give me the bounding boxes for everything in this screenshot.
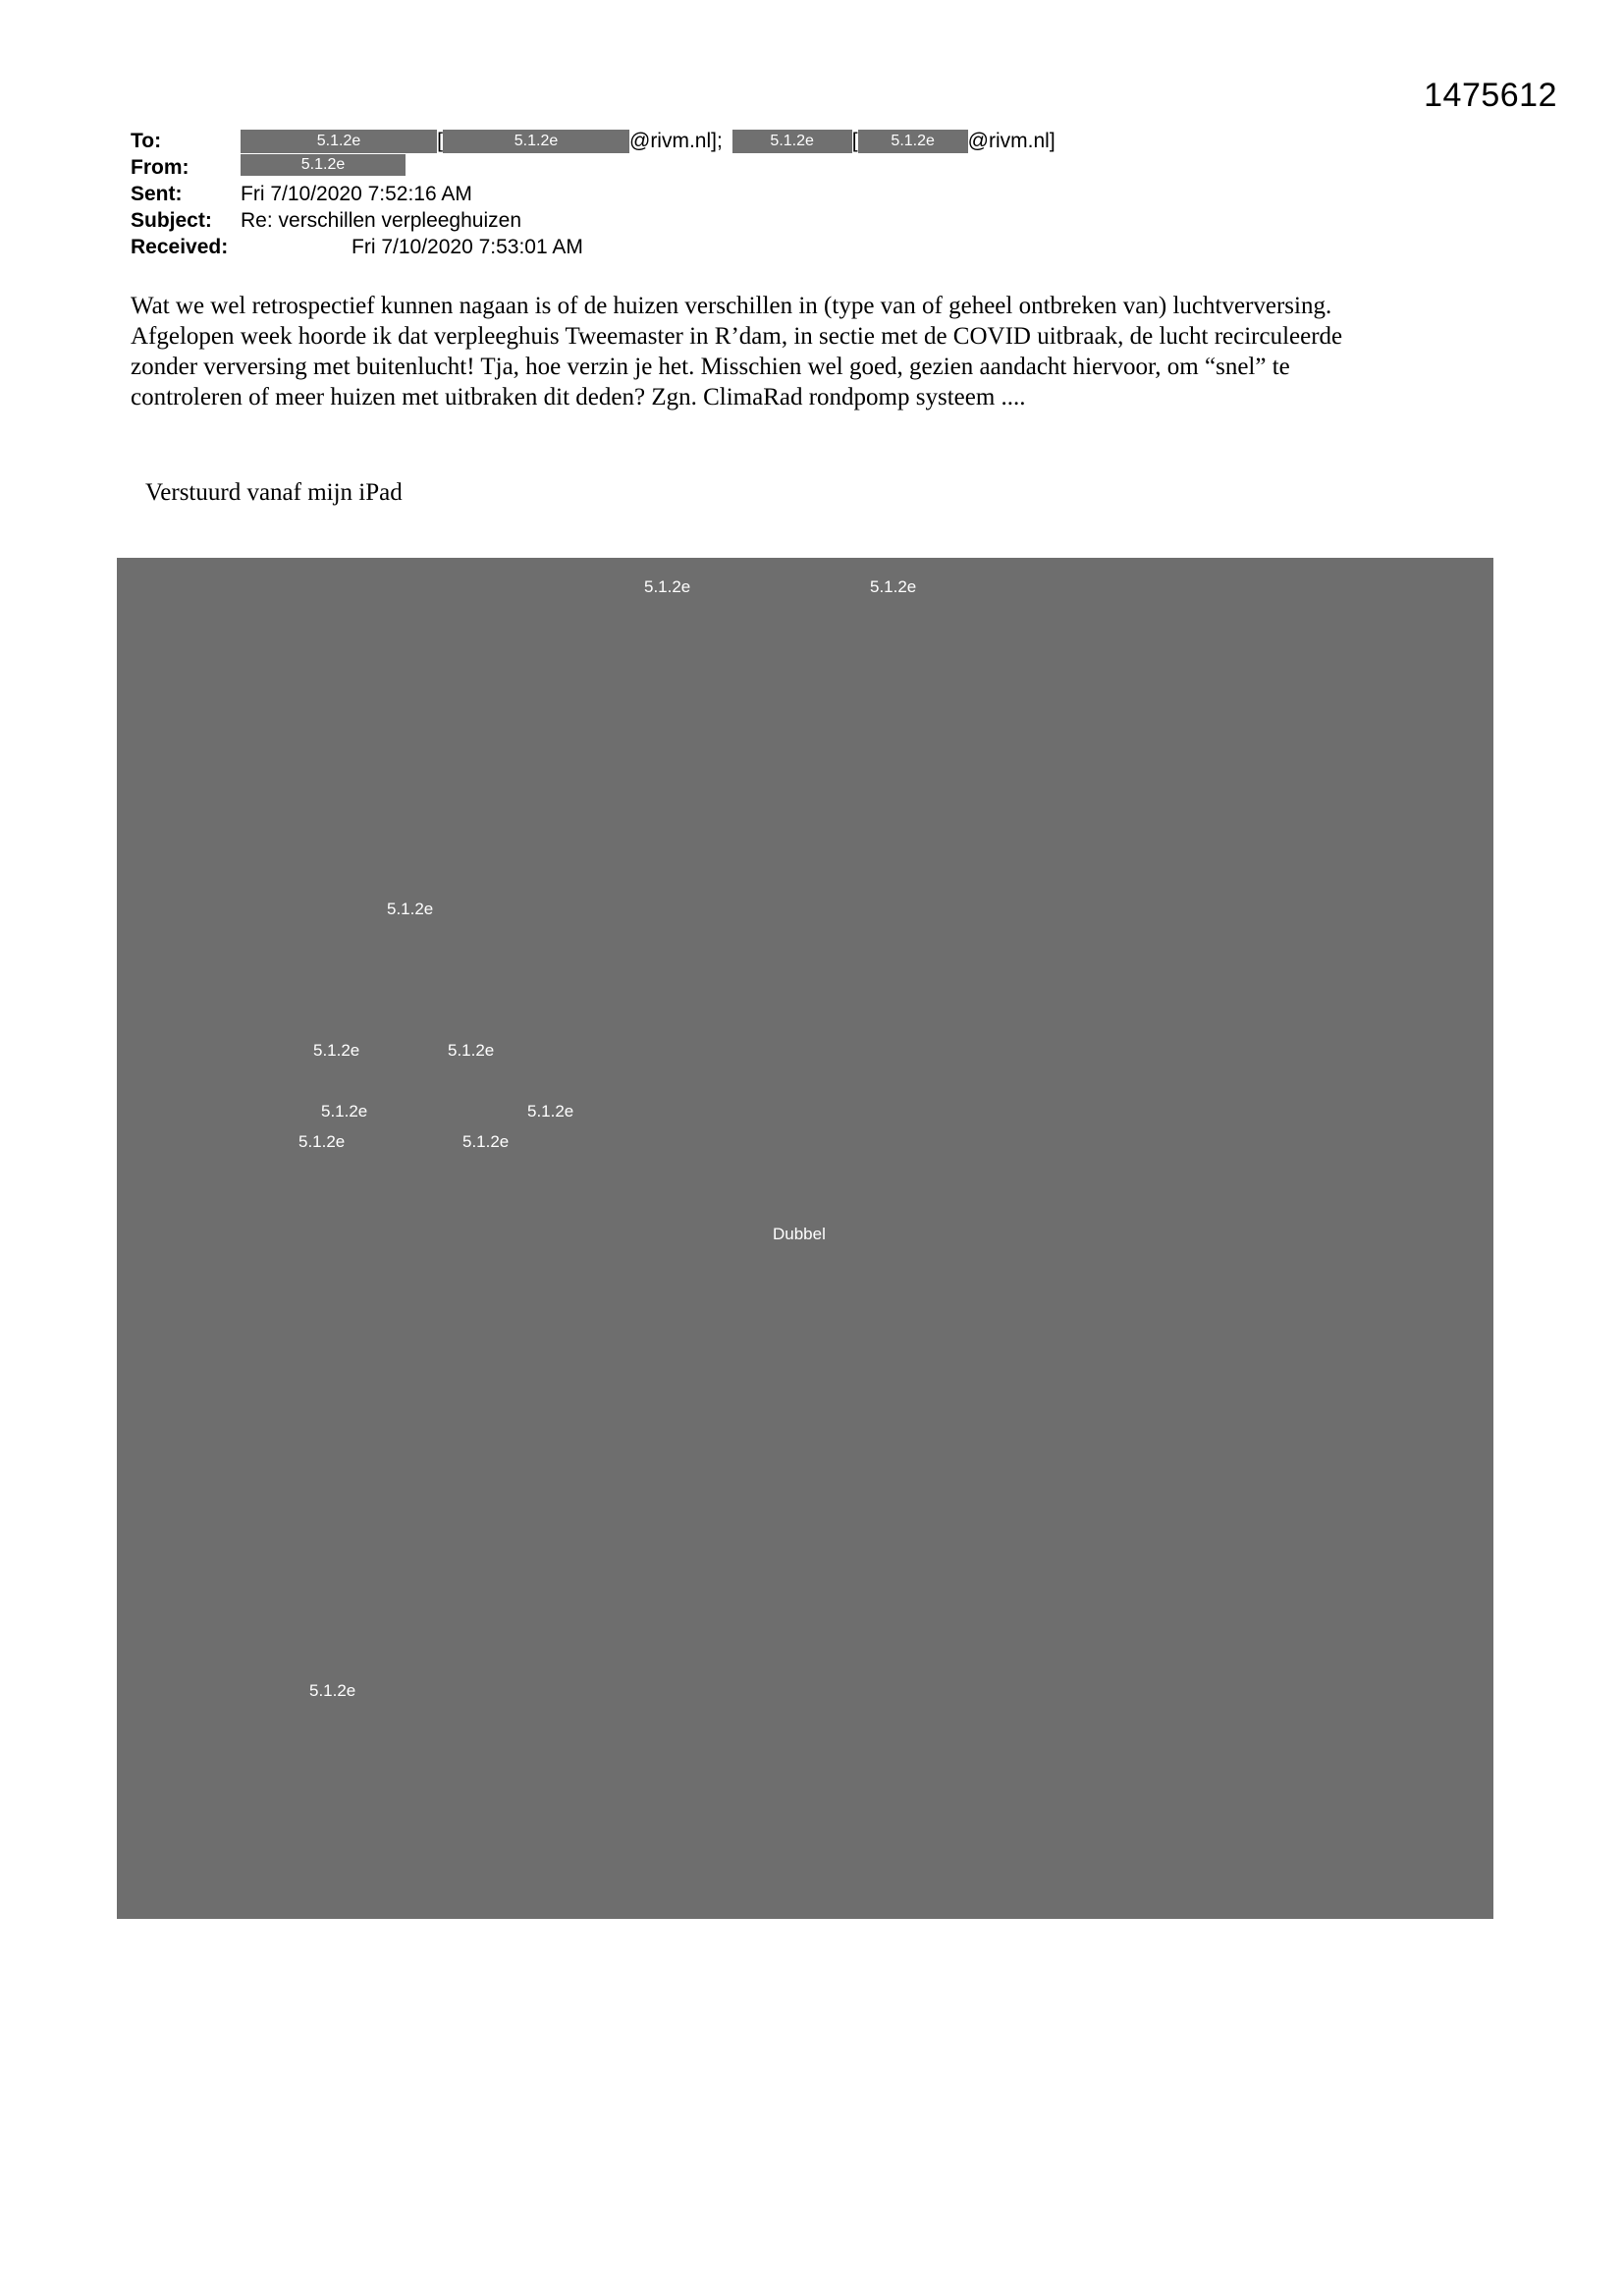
from-label: From: bbox=[131, 156, 189, 179]
from-value bbox=[241, 154, 406, 181]
received-value: Fri 7/10/2020 7:53:01 AM bbox=[352, 236, 583, 258]
email-body bbox=[131, 291, 1505, 412]
document-number: 1475612 bbox=[1424, 77, 1557, 114]
sent-value: Fri 7/10/2020 7:52:16 AM bbox=[241, 183, 472, 205]
sent-row bbox=[131, 181, 1505, 207]
redaction-box: 5.1.2e bbox=[241, 130, 437, 153]
bracket: [ bbox=[851, 130, 858, 152]
body-line: zonder verversing met buitenlucht! Tja, hoe verzin je het. Misschien wel goed, gezien aandacht hiervoor, om “snel” te bbox=[131, 354, 1290, 380]
redaction-box: 5.1.2e bbox=[443, 130, 629, 153]
email-domain: @rivm.nl]; bbox=[629, 130, 723, 152]
subject-row bbox=[131, 207, 1505, 234]
redacted-block bbox=[117, 558, 1493, 1919]
subject-label: Subject: bbox=[131, 209, 212, 232]
body-line: controleren of meer huizen met uitbraken dit deden? Zgn. ClimaRad rondpomp systeem .... bbox=[131, 384, 1026, 410]
redaction-label: 5.1.2e bbox=[527, 1102, 574, 1121]
body-line: Afgelopen week hoorde ik dat verpleeghuis Tweemaster in R’dam, in sectie met de COVID uitbraak, de lucht recirculeerde bbox=[131, 323, 1343, 350]
email-domain: @rivm.nl] bbox=[967, 130, 1056, 152]
redaction-label: 5.1.2e bbox=[298, 1132, 346, 1151]
to-value bbox=[241, 128, 1056, 154]
redaction-label: 5.1.2e bbox=[387, 900, 434, 918]
redaction-box: 5.1.2e bbox=[858, 130, 968, 153]
redaction-label: 5.1.2e bbox=[448, 1041, 495, 1060]
subject-value: Re: verschillen verpleeghuizen bbox=[241, 209, 521, 232]
redaction-label: 5.1.2e bbox=[313, 1041, 360, 1060]
to-label: To: bbox=[131, 130, 162, 152]
redaction-label: 5.1.2e bbox=[462, 1132, 510, 1151]
dubbel-label: Dubbel bbox=[773, 1225, 826, 1243]
redaction-box: 5.1.2e bbox=[732, 130, 852, 153]
signature: Verstuurd vanaf mijn iPad bbox=[145, 479, 403, 506]
from-row bbox=[131, 154, 1505, 181]
received-row bbox=[131, 234, 1505, 260]
email-header bbox=[131, 128, 1505, 260]
bracket: [ bbox=[437, 130, 443, 152]
to-row bbox=[131, 128, 1505, 154]
redaction-label: 5.1.2e bbox=[870, 577, 917, 596]
redaction-label: 5.1.2e bbox=[321, 1102, 368, 1121]
body-line: Wat we wel retrospectief kunnen nagaan is of de huizen verschillen in (type van of geheel ontbreken van) luchtverversing. bbox=[131, 293, 1332, 319]
received-label: Received: bbox=[131, 236, 229, 258]
redaction-box: 5.1.2e bbox=[241, 154, 406, 176]
sent-label: Sent: bbox=[131, 183, 183, 205]
redaction-label: 5.1.2e bbox=[309, 1681, 356, 1700]
redaction-label: 5.1.2e bbox=[644, 577, 691, 596]
